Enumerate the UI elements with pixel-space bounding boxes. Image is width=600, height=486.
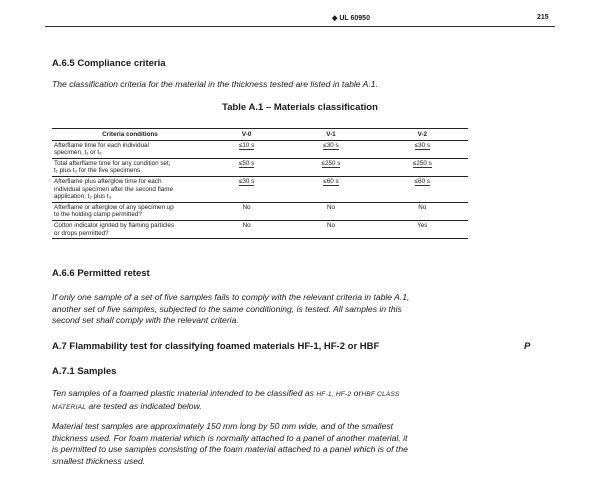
v0-cell: No bbox=[208, 202, 285, 220]
running-header-standard bbox=[332, 14, 370, 22]
criteria-cell: Afterflame time for each individual specimen, t₁ or t₂ bbox=[52, 140, 208, 158]
v0-cell: No bbox=[208, 220, 285, 238]
section-heading-a65: A.6.5 Compliance criteria bbox=[52, 58, 166, 69]
section-heading-a7: A.7 Flammability test for classifying foamed materials HF-1, HF-2 or HBF bbox=[52, 341, 380, 352]
column-header: Criteria conditions bbox=[52, 129, 208, 141]
v2-cell: ≤250 s bbox=[377, 158, 468, 176]
criteria-cell: Afterflame plus afterglow time for each individual specimen after the second flame application, t₂ plus t₃ bbox=[52, 176, 208, 202]
v1-cell: ≤30 s bbox=[285, 140, 376, 158]
v1-cell: ≤250 s bbox=[285, 158, 376, 176]
table-row bbox=[52, 140, 468, 158]
criteria-cell: Total afterflame time for any condition set, t₁ plus t₂ for the five specimens bbox=[52, 158, 208, 176]
section-heading-a66: A.6.6 Permitted retest bbox=[52, 268, 150, 279]
page-number: 215 bbox=[537, 14, 549, 21]
column-header: V-2 bbox=[377, 129, 468, 141]
header-rule bbox=[45, 26, 555, 27]
table-header-row bbox=[52, 129, 468, 141]
section-heading-a71: A.7.1 Samples bbox=[52, 366, 117, 377]
section-a66-text: If only one sample of a set of five samples fails to comply with the relevant criteria in table A.1, another set of five samples, subjected to the same conditioning, is tested. All samples in this second set shall comply with the relevant criteria. bbox=[52, 292, 410, 326]
v2-cell: ≤60 s bbox=[377, 176, 468, 202]
diamond-bullet-icon: ◆ bbox=[332, 15, 338, 22]
table-row bbox=[52, 158, 468, 176]
v2-cell: ≤30 s bbox=[377, 140, 468, 158]
criteria-cell: Cotton indicator ignited by flaming particles or drops permitted? bbox=[52, 220, 208, 238]
standard-name: UL 60950 bbox=[339, 15, 370, 22]
clause-marker: P bbox=[524, 341, 531, 352]
v1-cell: No bbox=[285, 202, 376, 220]
v0-cell: ≤50 s bbox=[208, 158, 285, 176]
section-a71-paragraph-2: Material test samples are approximately 150 mm long by 50 mm wide, and of the smallest thickness used. For foam material which is normally attached to a panel of another material, it is permitted to use samples consisting of the foam material attached to a panel which is of the smallest thickness used. bbox=[52, 421, 408, 466]
table-caption: Table A.1 – Materials classification bbox=[222, 102, 378, 113]
column-header: V-1 bbox=[285, 129, 376, 141]
v0-cell: ≤10 s bbox=[208, 140, 285, 158]
section-a71-paragraph-1: Ten samples of a foamed plastic material intended to be classified as HF-1, HF-2 orHBF CLASS MATERIAL are tested as indicated below. bbox=[52, 388, 400, 411]
v2-cell: Yes bbox=[377, 220, 468, 238]
v1-cell: ≤60 s bbox=[285, 176, 376, 202]
table-row bbox=[52, 202, 468, 220]
table-row bbox=[52, 220, 468, 238]
column-header: V-0 bbox=[208, 129, 285, 141]
section-a65-text: The classification criteria for the material in the thickness tested are listed in table A.1. bbox=[52, 79, 378, 89]
materials-classification-table bbox=[52, 128, 468, 239]
v2-cell: No bbox=[377, 202, 468, 220]
v1-cell: No bbox=[285, 220, 376, 238]
v0-cell: ≤30 s bbox=[208, 176, 285, 202]
criteria-cell: Afterflame or afterglow of any specimen up to the holding clamp permitted? bbox=[52, 202, 208, 220]
table-row bbox=[52, 176, 468, 202]
